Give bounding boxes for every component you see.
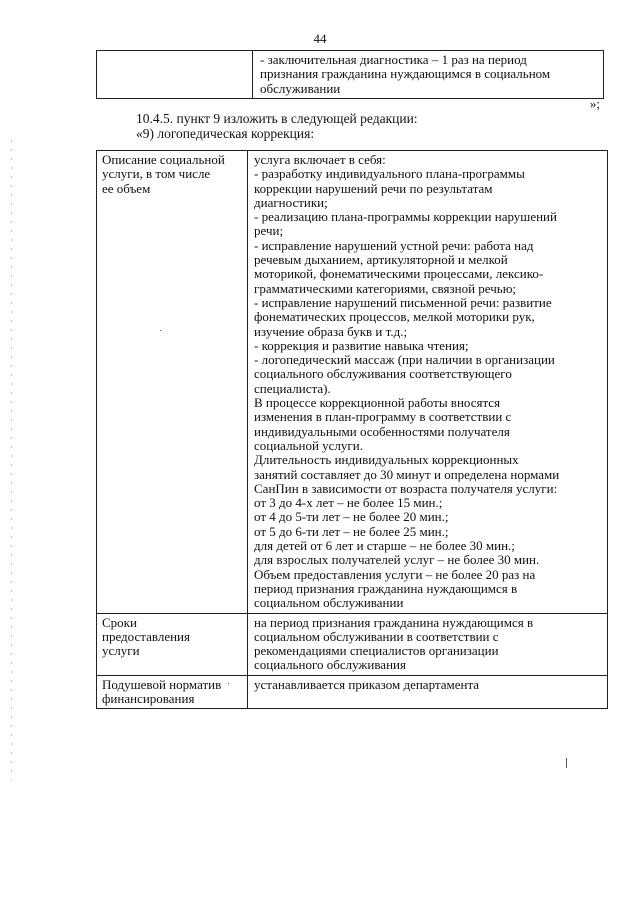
row-label xyxy=(97,675,248,709)
text-line: - заключительная диагностика – 1 раз на период xyxy=(260,52,527,67)
text-line: - исправление нарушений устной речи: работа над xyxy=(254,237,534,253)
text-line: речевым дыханием, артикуляторной и мелкой xyxy=(254,252,508,268)
text-line: Объем предоставления услуги – не более 20 раз на xyxy=(254,566,536,582)
text-line: от 5 до 6-ти лет – не более 25 мин.; xyxy=(254,523,449,539)
text-line: услуги xyxy=(102,643,140,659)
text-line: речи; xyxy=(254,223,284,239)
table-row xyxy=(97,675,608,709)
text-line: - коррекция и развитие навыка чтения; xyxy=(254,337,469,353)
text-line: признания гражданина нуждающимся в социальном xyxy=(260,66,551,82)
text-line: социальном обслуживании xyxy=(254,595,404,611)
row-content xyxy=(248,151,608,614)
table-cell-empty xyxy=(97,51,253,99)
page-number: 44 xyxy=(313,31,327,46)
service-table xyxy=(96,150,608,709)
text-line: от 3 до 4-х лет – не более 15 мин.; xyxy=(254,495,443,511)
item-heading: «9) логопедическая коррекция: xyxy=(136,126,315,141)
scan-edge-artifact xyxy=(11,140,12,780)
previous-table-fragment xyxy=(96,50,604,99)
row-label xyxy=(97,613,248,675)
closing-quote-mark: »; xyxy=(589,96,600,111)
text-line: для взрослых получателей услуг – не более 30 мин. xyxy=(254,552,540,568)
scan-speck xyxy=(228,683,229,684)
text-line: финансирования xyxy=(102,690,195,706)
text-line: грамматическими категориями, связной речью; xyxy=(254,280,517,296)
text-line: Сроки xyxy=(102,614,137,630)
text-line: социальной услуги. xyxy=(254,437,363,453)
scan-margin-mark xyxy=(566,758,567,768)
text-line: на период признания гражданина нуждающимся в xyxy=(254,614,534,630)
scan-speck xyxy=(160,330,161,331)
text-line: социального обслуживания xyxy=(254,657,406,673)
text-line: - логопедический массаж (при наличии в организации xyxy=(254,352,555,368)
text-line: В процессе коррекционной работы вносятся xyxy=(254,395,501,411)
text-line: Описание социальной xyxy=(102,152,225,167)
text-line: моторикой, фонематическими процессами, лексико- xyxy=(254,266,544,282)
text-line: обслуживании xyxy=(260,80,341,96)
text-line: услуга включает в себя: xyxy=(254,152,386,167)
text-line: - исправление нарушений письменной речи: развитие xyxy=(254,294,552,310)
text-line: ее объем xyxy=(102,180,151,196)
text-line: изучение образа букв и т.д.; xyxy=(254,323,408,339)
text-line: фонематических процессов, мелкой моторики рук, xyxy=(254,309,535,325)
text-line: предоставления xyxy=(102,628,190,644)
table-row xyxy=(97,613,608,675)
text-line: устанавливается приказом департамента xyxy=(254,676,480,692)
row-content xyxy=(248,613,608,675)
row-label xyxy=(97,151,248,614)
table-cell-content xyxy=(253,51,604,99)
text-line: занятий составляет до 30 минут и определена нормами xyxy=(254,466,560,482)
text-line: рекомендациями специалистов организации xyxy=(254,643,499,659)
text-line: от 4 до 5-ти лет – не более 20 мин.; xyxy=(254,509,449,525)
text-line: - реализацию плана-программы коррекции нарушений xyxy=(254,209,557,225)
text-line: Подушевой норматив xyxy=(102,676,222,692)
amendment-paragraph: 10.4.5. пункт 9 изложить в следующей редакции: xyxy=(136,111,418,126)
row-content xyxy=(248,675,608,709)
text-line: СанПин в зависимости от возраста получателя услуги: xyxy=(254,480,558,496)
text-line: диагностики; xyxy=(254,194,328,210)
text-line: услуги, в том числе xyxy=(102,166,211,182)
text-line: коррекции нарушений речи по результатам xyxy=(254,180,493,196)
text-line: изменения в план-программу в соответствии с xyxy=(254,409,512,425)
text-line: специалиста). xyxy=(254,380,331,396)
text-line: индивидуальными особенностями получателя xyxy=(254,423,510,439)
table-row xyxy=(97,151,608,614)
text-line: период признания гражданина нуждающимся в xyxy=(254,580,518,596)
text-line: - разработку индивидуального плана-программы xyxy=(254,166,525,182)
text-line: социального обслуживания соответствующего xyxy=(254,366,512,382)
table-row xyxy=(97,51,604,99)
text-line: социальном обслуживании в соответствии с xyxy=(254,628,499,644)
text-line: для детей от 6 лет и старше – не более 30 мин.; xyxy=(254,538,515,554)
text-line: Длительность индивидуальных коррекционных xyxy=(254,452,519,468)
